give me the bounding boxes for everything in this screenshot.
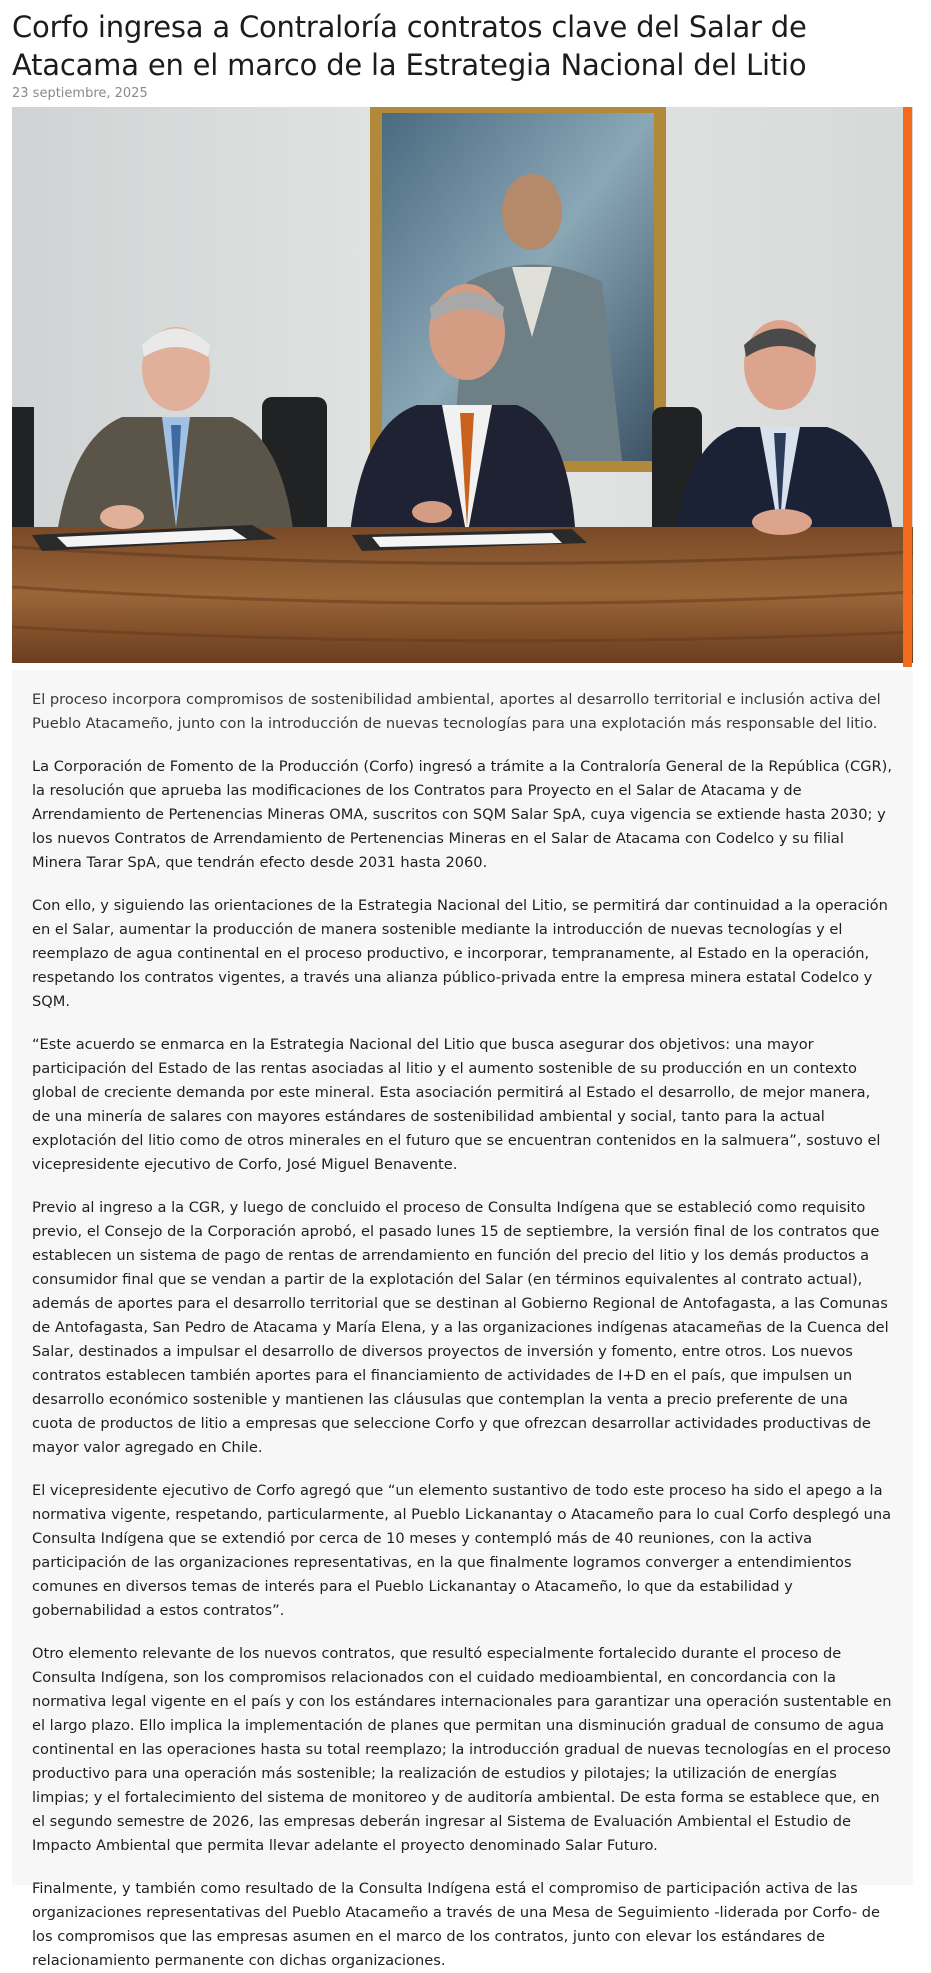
accent-bar: [903, 107, 912, 667]
article-paragraph: “Este acuerdo se enmarca en la Estrategia Nacional del Litio que busca asegurar dos objetivos: una mayor participación del Estado de las rentas asociadas al litio y el aumento sostenible de su producción en un contexto global de creciente demanda por este mineral. Esta asociación permitirá al Estado el desarrollo, de mejor manera, de una minería de salares con mayores estándares de sostenibilidad ambiental y social, tanto para la actual explotación del litio como de otros minerales en el futuro que se encuentran contenidos en la salmuera”, sostuvo el vicepresidente ejecutivo de Corfo, José Miguel Benavente.: [32, 1036, 881, 1173]
article-paragraph: El vicepresidente ejecutivo de Corfo agregó que “un elemento sustantivo de todo este proceso ha sido el apego a la normativa vigente, respetando, particularmente, al Pueblo Lickanantay o Atacameño para lo cual Corfo desplegó una Consulta Indígena que se extendió por cerca de 10 meses y contempló más de 40 reuniones, con la activa participación de las organizaciones representativas, en la que finalmente logramos converger a entendimientos comunes en diversos temas de interés para el Pueblo Lickanantay o Atacameño, lo que da estabilidad y gobernabilidad a estos contratos”.: [32, 1482, 892, 1619]
article-paragraph: La Corporación de Fomento de la Producción (Corfo) ingresó a trámite a la Contraloría General de la República (CGR), la resolución que aprueba las modificaciones de los Contratos para Proyecto en el Salar de Atacama y de Arrendamiento de Pertenencias Mineras OMA, suscritos con SQM Salar SpA, cuya vigencia se extiende hasta 2030; y los nuevos Contratos de Arrendamiento de Pertenencias Mineras en el Salar de Atacama con Codelco y su filial Minera Tarar SpA, que tendrán efecto desde 2031 hasta 2060.: [32, 758, 893, 871]
article-paragraph: Con ello, y siguiendo las orientaciones de la Estrategia Nacional del Litio, se permitirá dar continuidad a la operación en el Salar, aumentar la producción de manera sostenible mediante la introducción de nuevas tecnologías y el reemplazo de agua continental en el proceso productivo, e incorporar, tempranamente, al Estado en la operación, respetando los contratos vigentes, a través una alianza público-privada entre la empresa minera estatal Codelco y SQM.: [32, 897, 888, 1010]
article-paragraph: Otro elemento relevante de los nuevos contratos, que resultó especialmente fortalecido durante el proceso de Consulta Indígena, son los compromisos relacionados con el cuidado medioambiental, en concordancia con la normativa legal vigente en el país y con los estándares internacionales para garantizar una operación sustentable en el largo plazo. Ello implica la implementación de planes que permitan una disminución gradual de consumo de agua continental en las operaciones hasta su total reemplazo; la introducción gradual de nuevas tecnologías en el proceso productivo para una operación más sostenible; la realización de estudios y pilotajes; la utilización de energías limpias; y el fortalecimiento del sistema de monitoreo y de auditoría ambiental. De esta forma se establece que, en el segundo semestre de 2026, las empresas deberán ingresar al Sistema de Evaluación Ambiental el Estudio de Impacto Ambiental que permita llevar adelante el proyecto denominado Salar Futuro.: [32, 1645, 892, 1854]
article-date: 23 septiembre, 2025: [12, 86, 148, 101]
article-paragraph: Finalmente, y también como resultado de la Consulta Indígena está el compromiso de participación activa de las organizaciones representativas del Pueblo Atacameño a través de una Mesa de Seguimiento -liderada por Corfo- de los compromisos que las empresas asumen en el marco de los contratos, junto con elevar los estándares de relacionamiento permanente con dichas organizaciones.: [32, 1880, 881, 1969]
article-body: [12, 670, 913, 1969]
article-lead: El proceso incorpora compromisos de sostenibilidad ambiental, aportes al desarrollo territorial e inclusión activa del Pueblo Atacameño, junto con la introducción de nuevas tecnologías para una explotación más responsable del litio.: [32, 691, 881, 732]
article-photo: [12, 107, 913, 663]
article-paragraph: Previo al ingreso a la CGR, y luego de concluido el proceso de Consulta Indígena que se estableció como requisito previo, el Consejo de la Corporación aprobó, el pasado lunes 15 de septiembre, la versión final de los contratos que establecen un sistema de pago de rentas de arrendamiento en función del precio del litio y los demás productos a consumidor final que se vendan a partir de la explotación del Salar (en términos equivalentes al contrato actual), además de aportes para el desarrollo territorial que se destinan al Gobierno Regional de Antofagasta, a las Comunas de Antofagasta, San Pedro de Atacama y María Elena, y a las organizaciones indígenas atacameñas de la Cuenca del Salar, destinados a impulsar el desarrollo de diversos proyectos de inversión y fomento, entre otros. Los nuevos contratos establecen también aportes para el financiamiento de actividades de I+D en el país, que impulsen un desarrollo económico sostenible y mantienen las cláusulas que contemplan la venta a precio preferente de una cuota de productos de litio a empresas que seleccione Corfo y que ofrezcan desarrollar actividades productivas de mayor valor agregado en Chile.: [32, 1199, 889, 1456]
article-title: Corfo ingresa a Contraloría contratos clave del Salar de Atacama en el marco de la Estrategia Nacional del Litio: [12, 10, 807, 82]
